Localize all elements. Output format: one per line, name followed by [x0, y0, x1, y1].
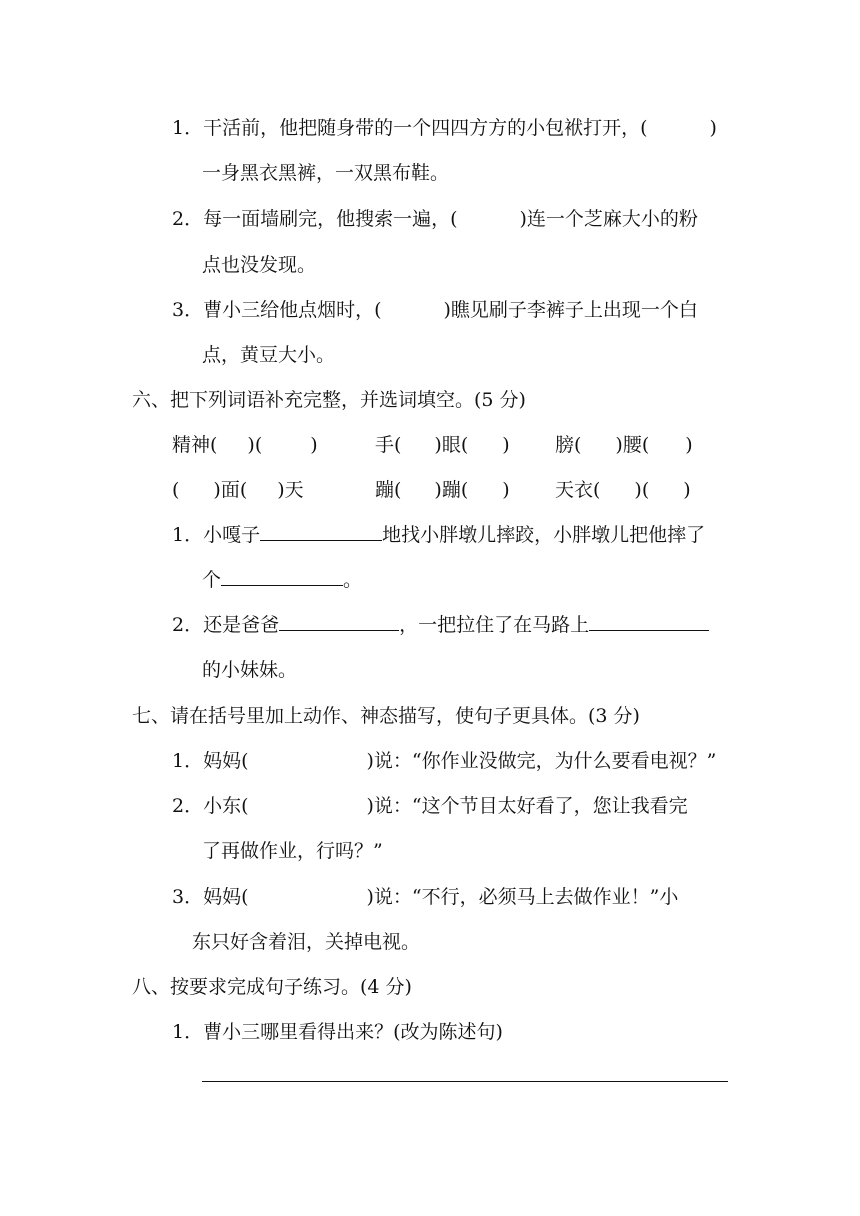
s6-w4-c: )天 [277, 479, 304, 501]
s7-q1-line1 [172, 748, 716, 774]
s5-q3-line1 [172, 297, 698, 323]
s5-q1-line1 [172, 115, 717, 141]
s5-q2-line2 [202, 252, 316, 278]
s7-q2-line1 [172, 793, 688, 819]
s6-w2-a: 手( [375, 434, 402, 456]
s6-w3-c: ) [685, 434, 693, 456]
s7-q2-text-b: )说：“这个节目太好看了，您让我看完 [366, 795, 688, 817]
s5-q2-text-c: 点也没发现。 [202, 254, 317, 276]
s5-q3-text-c: 点，黄豆大小。 [202, 344, 336, 366]
s7-q3-text-b: )说：“不行，必须马上去做作业！”小 [366, 886, 679, 908]
s6-w3-b: )腰( [615, 434, 650, 456]
s6-q1-text-b: 地找小胖墩儿摔跤，小胖墩儿把他摔了 [382, 524, 706, 546]
s6-q1-blank2[interactable] [221, 567, 343, 586]
s5-q1-line2 [202, 160, 449, 186]
s8-title: 八、按要求完成句子练习。(4 分) [132, 976, 412, 998]
s6-title: 六、把下列词语补充完整，并选词填空。(5 分) [132, 389, 526, 411]
s6-q2-text-c: 的小妹妹。 [202, 659, 298, 681]
s6-w5-a: 蹦( [375, 479, 402, 501]
s6-q1-line1 [172, 522, 705, 548]
s6-w6-a: 天衣( [555, 479, 601, 501]
s6-word-5 [375, 477, 510, 503]
s6-q1-blank1[interactable] [260, 522, 382, 541]
s6-q1-text-a: 1．小嘎子 [172, 524, 261, 546]
s5-q3-line2 [202, 342, 335, 368]
s6-w1-c: ) [310, 434, 318, 456]
s7-q2-line2 [202, 838, 383, 864]
s7-q3-line1 [172, 884, 678, 910]
s7-q3-text-a: 3．妈妈( [172, 886, 249, 908]
s6-w6-b: )( [634, 479, 650, 501]
s6-word-1 [172, 432, 318, 458]
s6-w1-a: 精神( [172, 434, 218, 456]
s8-q1: 1．曹小三哪里看得出来？(改为陈述句) [172, 1021, 503, 1043]
s5-q3-text-b: )瞧见刷子李裤子上出现一个白 [443, 299, 698, 321]
s7-q1-text-a: 1．妈妈( [172, 750, 249, 772]
s6-w3-a: 膀( [555, 434, 582, 456]
s7-q3-text-c: 东只好含着泪，关掉电视。 [192, 931, 421, 953]
s7-q3-line2 [192, 929, 420, 955]
s6-q1-line2 [202, 567, 362, 593]
s7-q2-text-c: 了再做作业，行吗？” [202, 840, 383, 862]
s5-q1-text-c: 一身黑衣黑裤，一双黑布鞋。 [202, 162, 450, 184]
s6-w2-b: )眼( [434, 434, 469, 456]
s7-q1-text-b: )说：“你作业没做完，为什么要看电视？” [366, 750, 717, 772]
s6-word-2 [375, 432, 510, 458]
s6-w6-c: ) [683, 479, 691, 501]
s6-w4-a: ( [172, 479, 180, 501]
s6-q2-text-b: ，一把拉住了在马路上 [399, 614, 590, 636]
s5-q3-text-a: 3．曹小三给他点烟时，( [172, 299, 382, 321]
s7-q2-text-a: 2．小东( [172, 795, 249, 817]
s6-q2-blank2[interactable] [589, 612, 709, 631]
s6-w2-c: ) [502, 434, 510, 456]
s6-word-4 [172, 477, 304, 503]
s6-w1-b: )( [247, 434, 263, 456]
s5-q1-text-b: ) [709, 117, 717, 139]
s6-word-6 [555, 477, 691, 503]
s8-q1-answer-line[interactable] [202, 1081, 728, 1082]
s6-q2-line2 [202, 657, 297, 683]
s5-q2-text-a: 2．每一面墙刷完，他搜索一遍，( [172, 208, 458, 230]
s6-q2-blank1[interactable] [279, 612, 399, 631]
s6-w4-b: )面( [213, 479, 248, 501]
s6-q1-text-c: 个 [202, 569, 222, 591]
s6-q1-text-d: 。 [343, 569, 363, 591]
s6-q2-line1 [172, 612, 709, 638]
s6-word-3 [555, 432, 693, 458]
s5-q1-text-a: 1．干活前，他把随身带的一个四四方方的小包袱打开，( [172, 117, 648, 139]
s7-title: 七、请在括号里加上动作、神态描写，使句子更具体。(3 分) [132, 705, 640, 727]
s6-q2-text-a: 2．还是爸爸 [172, 614, 280, 636]
s5-q2-line1 [172, 206, 698, 232]
s6-w5-c: ) [502, 479, 510, 501]
s6-w5-b: )蹦( [434, 479, 469, 501]
s5-q2-text-b: )连一个芝麻大小的粉 [519, 208, 698, 230]
